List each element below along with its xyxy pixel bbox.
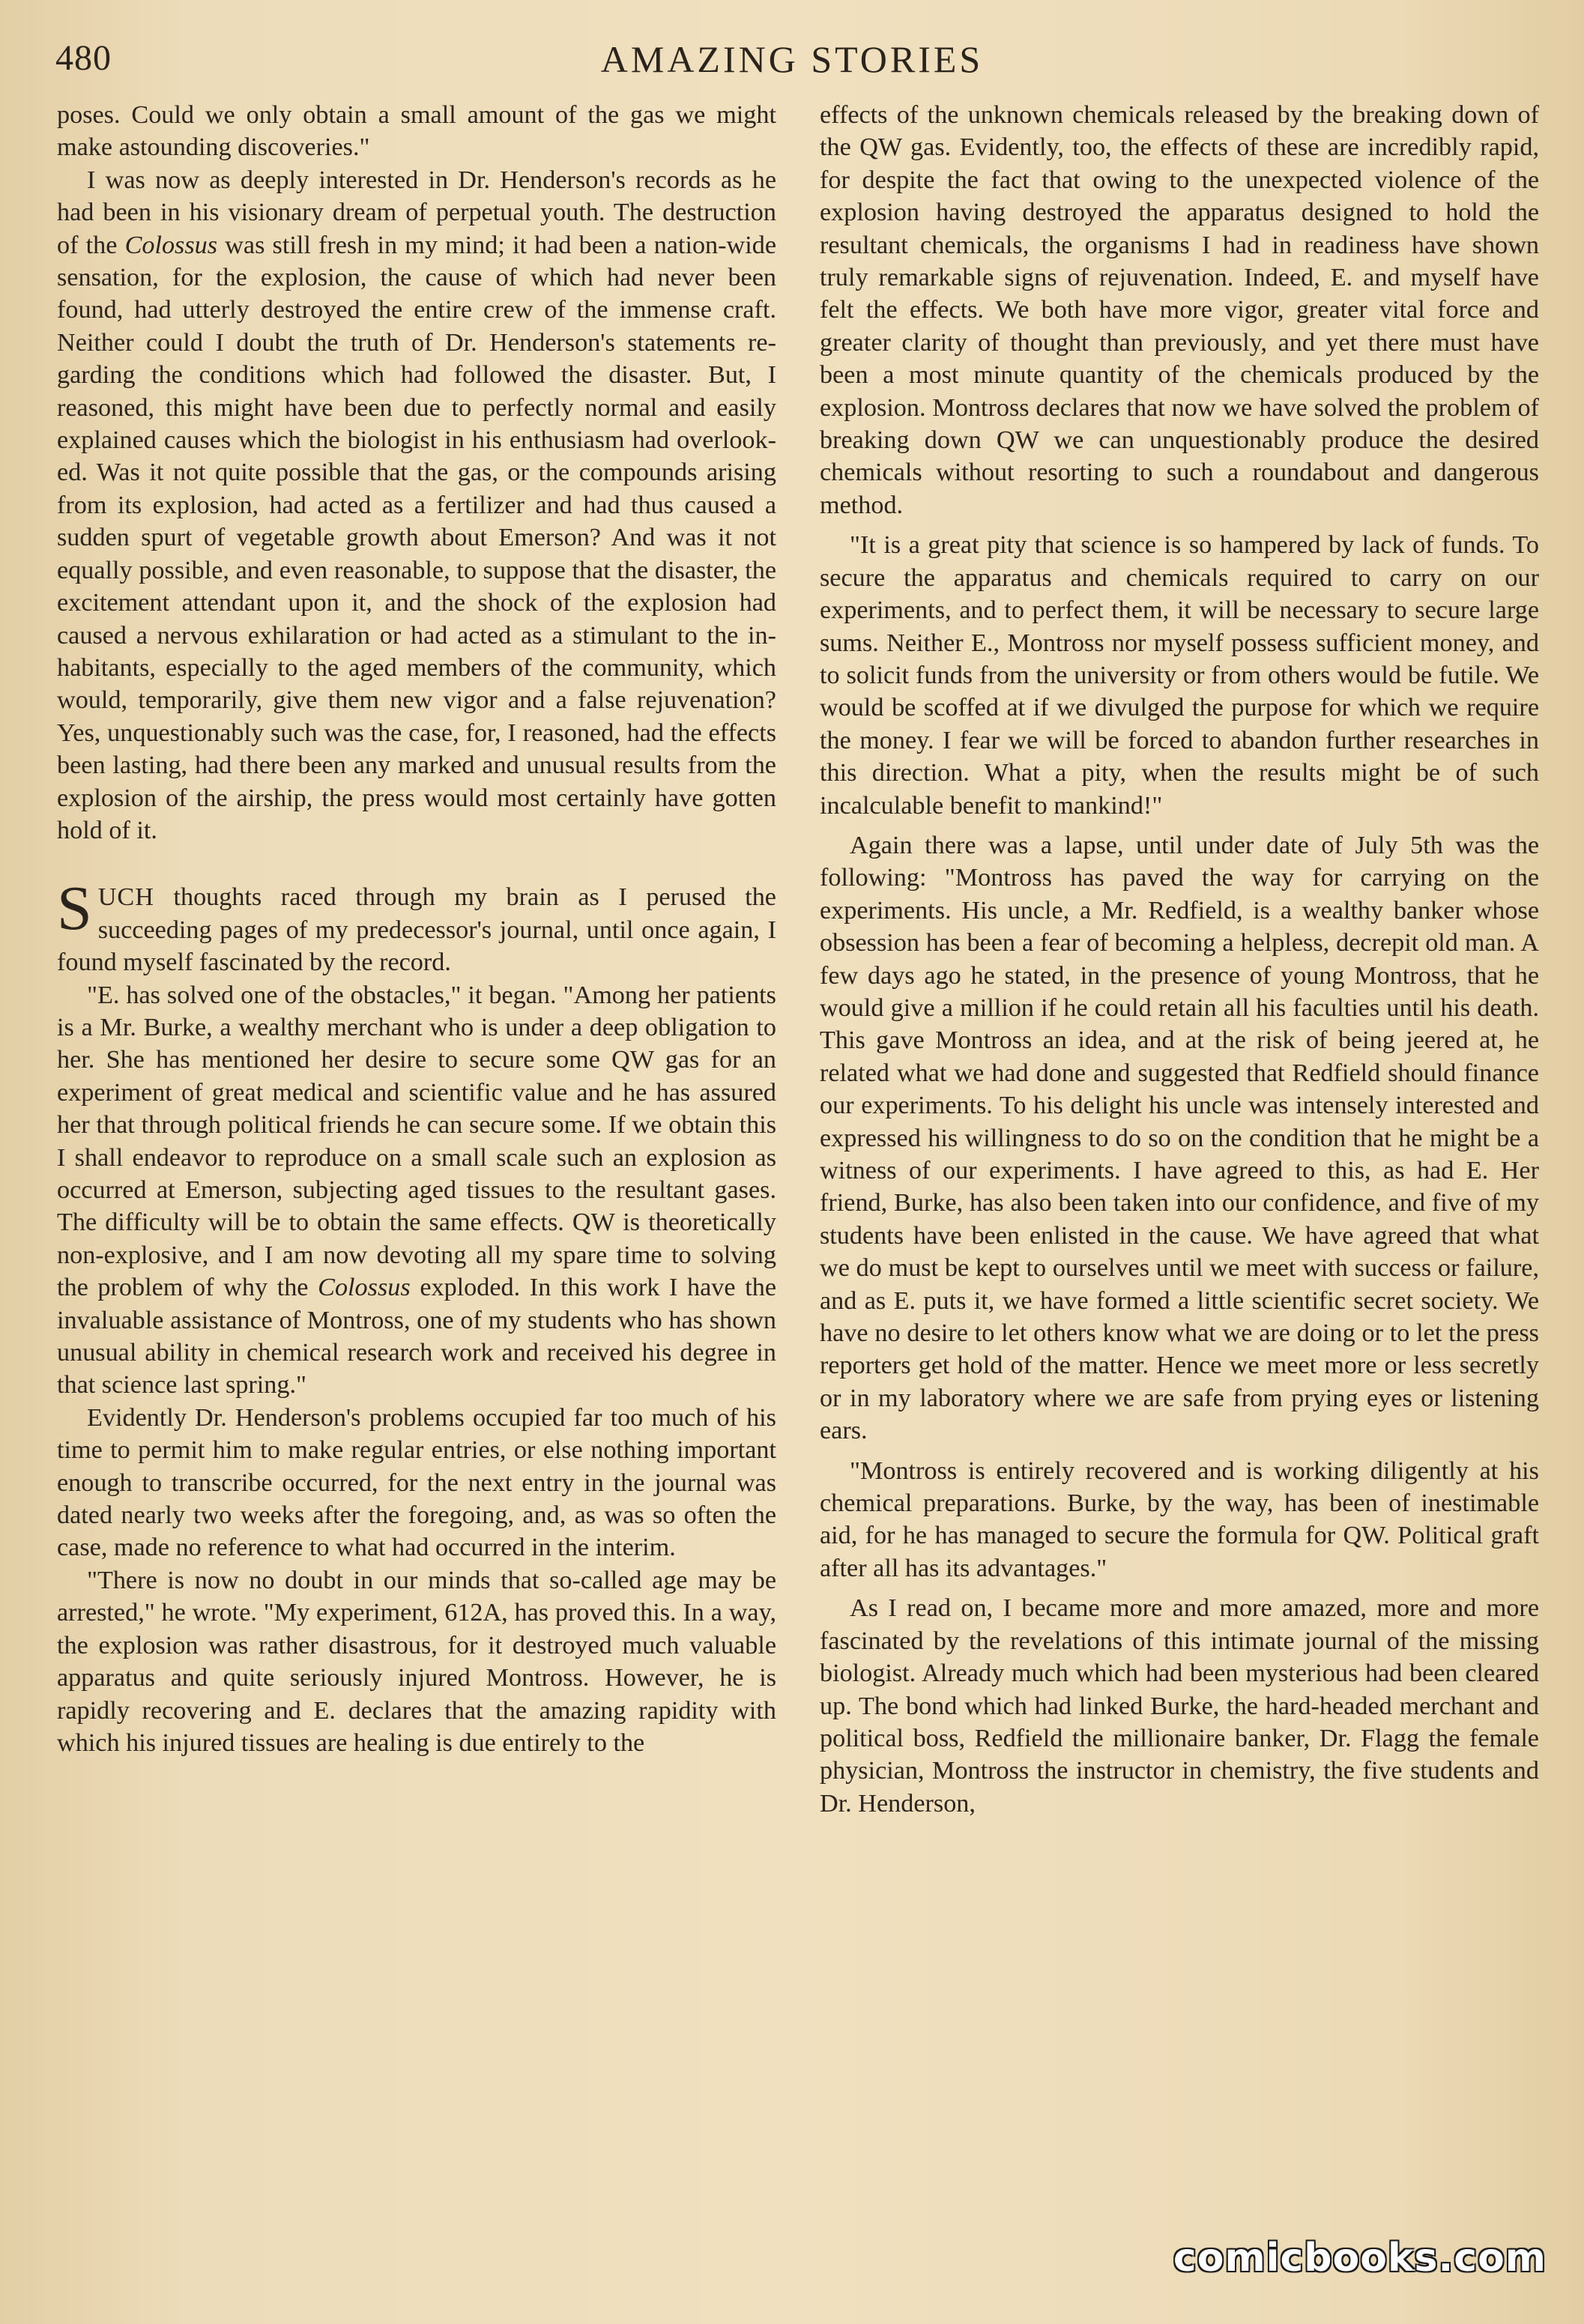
watermark-logo: comicbooks.com (1173, 2236, 1547, 2281)
page-header (45, 33, 1539, 93)
paragraph (57, 979, 776, 1402)
paragraph: Again there was a lapse, until under date of July 5th was the following: "Montross has paved the way for carrying on the experiments. His uncle, a Mr. Redfield, is a wealthy banker whose obsession has been a fear of becoming a helpless, decrepit old man. A few days ago he stated, in the presence of young Montross, that he would give a million if he could retain all his faculties until his death. This gave Montross an idea, and at the risk of being jeered at, he related what we had done and suggested that Redfield should finance our experiments. To his delight his uncle was intensely interested and expressed his willingness to do so on the condition that he might be a witness of our experiments. I have agreed to this, as had E. Her friend, Burke, has also been taken into our confidence, and five of my students have been enlisted in the cause. We have agreed that what we do must be kept to ourselves until we meet with success or failure, and as E. puts it, we have formed a little scientific secret society. We have no desire to let others know what we are doing or to let the press reporters get hold of the matter. Hence we meet more or less secretly or in my laboratory where we are safe from prying eyes or listening ears. (820, 831, 1539, 1445)
paragraph (57, 164, 776, 847)
paragraph: "Montross is entirely recovered and is working diligently at his chemical preparations. Burke, by the way, has been of inestimable aid, for he has managed to secure the formula for QW. Political graft after all has its advantages." (820, 1456, 1539, 1582)
right-column (820, 99, 1539, 1820)
section-opening-paragraph (57, 874, 776, 978)
ship-name: Colossus (124, 231, 218, 259)
page-number: 480 (55, 38, 112, 78)
text-run: "E. has solved one of the obstacles," it began. "Among her patients is a Mr. Burke, a wealthy merchant who is under a deep obligation to her. She has mentioned her desire to secure some QW gas for an experiment of great medical and scientific value and he has assured her that through political friends he can secure some. If we obtain this I shall endeavor to reproduce on a small scale such an explosion as occurred at Emerson, subjecting aged tissues to the resultant gases. The difficulty will be to obtain the same effects. QW is theoretically non-explosive, and I am now devoting all my spare time to solving the problem of why the (57, 981, 776, 1302)
paragraph: poses. Could we only obtain a small amount of the gas we might make astounding discoveries." (57, 101, 776, 162)
paragraph: "There is now no doubt in our minds that so-called age may be arrested," he wrote. "My experiment, 612A, has proved this. In a way, the explosion was rather disastrous, for it destroyed much valuable apparatus and quite seriously injured Montross. However, he is rapidly recovering and E. declares that the amazing rapidity with which his injured tissues are healing is due entirely to the (57, 1566, 776, 1757)
text-run: thoughts raced through my brain as I perused the succeeding pages of my predecessor's journal, until once again, I found myself fascinated by the record. (57, 883, 776, 977)
ship-name: Colossus (318, 1274, 411, 1302)
text-run: exploded. In this work I have the invaluable assistance of Montross, one of my students who has shown unusual ability in chemical research work and received his degree in that science last spring." (57, 1274, 776, 1399)
small-caps-lead: UCH (97, 883, 154, 912)
running-title: AMAZING STORIES (600, 38, 984, 80)
text-run: was still fresh in my mind; it had been a nation-wide sensation, for the explosion, the cause of which had never been found, had utterly destroyed the entire crew of the immense craft. Neither could I doubt the truth of Dr. Henderson's statements regarding the conditions which had followed the disaster. But, I reasoned, this might have been due to perfectly normal and easily explained causes which the biologist in his enthusiasm had overlooked. Was it not quite possible that the gas, or the compounds arising from its explosion, had acted as a fertilizer and had thus caused a sudden spurt of vegetable growth about Emerson? And was it not equally possible, and even reasonable, to suppose that the disaster, the excitement attendant upon it, and the shock of the explosion had caused a nervous exhilaration or had acted as a stimulant to the inhabitants, especially to the aged members of the community, which would, temporarily, give them new vigor and a false rejuvenation? Yes, unquestionably such was the case, for, I reasoned, had the effects been lasting, had there been any marked and unusual results from the explosion of the airship, the press would most certainly have gotten hold of it. (57, 231, 776, 844)
paragraph: Evidently Dr. Henderson's problems occupied far too much of his time to permit him to make regular entries, or else nothing important enough to transcribe occurred, for the next entry in the journal was dated nearly two weeks after the foregoing, and, as was so often the case, made no reference to what had occurred in the interim. (57, 1403, 776, 1562)
paragraph: As I read on, I became more and more amazed, more and more fascinated by the revelations of this intimate journal of the missing biologist. Already much which had been mysterious had been cleared up. The bond which had linked Burke, the hard-headed merchant and political boss, Redfield the millionaire banker, Dr. Flagg the female physician, Montross the instructor in chemistry, the five students and Dr. Henderson, (820, 1594, 1539, 1818)
text-run: I was now as deeply interested in Dr. Henderson's records as he had been in his visionary dream of perpetual youth. The destruction of the (57, 166, 776, 259)
left-column (57, 99, 776, 1759)
paragraph: effects of the unknown chemicals released by the breaking down of the QW gas. Evidently, too, the effects of these are incredibly rapid, for despite the fact that owing to the unexpected violence of the explosion having destroyed the apparatus designed to hold the resultant chemicals, the organisms I had in readiness have shown truly remarkable signs of rejuvenation. Indeed, E. and myself have felt the effects. We both have more vigor, greater vital force and greater clarity of thought than previously, and yet there must have been a most minute quantity of the chemicals produced by the explosion. Montross declares that now we have solved the problem of breaking down QW we can unquestionably produce the desired chemicals without resorting to such a roundabout and dangerous method. (820, 101, 1539, 519)
drop-cap: S (57, 874, 92, 944)
paragraph: "It is a great pity that science is so hampered by lack of funds. To secure the apparatus and chemicals required to carry on our experiments, and to perfect them, it will be necessary to secure large sums. Neither E., Montross nor myself possess sufficient money, and to solicit funds from the university or from others would be futile. We would be scoffed at if we divulged the purpose for which we require the money. I fear we will be forced to abandon further researches in this direction. What a pity, when the results might be of such incalculable benefit to mankind!" (820, 531, 1539, 820)
